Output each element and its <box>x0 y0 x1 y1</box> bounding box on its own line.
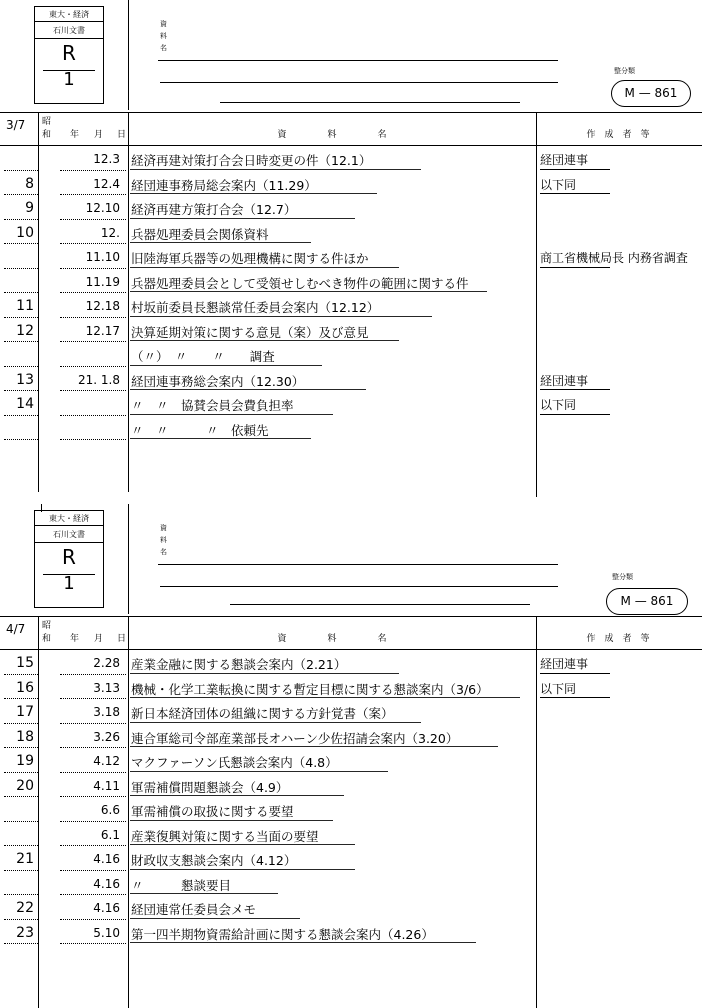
row-date: 6.1 <box>100 827 120 842</box>
table-row <box>0 147 702 172</box>
row-title: 旧陸海軍兵器等の処理機構に関する件ほか <box>131 251 369 266</box>
row-date: 11.10 <box>85 250 120 264</box>
table-row <box>0 417 702 442</box>
page-mark: 3/7 <box>6 118 26 132</box>
table-row <box>0 847 702 872</box>
row-date: 3.26 <box>93 729 120 744</box>
header-author: 作 成 者 等 <box>586 130 650 140</box>
row-title: 新日本経済団体の組織に関する方針覚書（案） <box>131 706 394 721</box>
row-title: 経団連事務局総会案内（11.29） <box>131 177 317 193</box>
row-number: 18 <box>16 728 34 745</box>
row-number: 15 <box>16 655 34 671</box>
table-row <box>0 368 702 393</box>
row-title: 経済再建方策打合会（12.7） <box>131 202 297 217</box>
row-date: 5.10 <box>93 925 120 940</box>
row-title: 財政収支懇談会案内（4.12） <box>131 853 297 868</box>
table-row <box>0 294 702 319</box>
row-date: 21. 1.8 <box>78 372 120 387</box>
label-r-text: R <box>62 41 76 65</box>
table-row <box>0 245 702 270</box>
row-title: 兵器処理委員会として受領せしむべき物件の範囲に関する件 <box>131 275 469 291</box>
row-author: 以下同 <box>540 398 577 412</box>
label-number-text: 1 <box>63 69 75 90</box>
header-wa: 和 <box>42 634 52 644</box>
table-row <box>0 270 702 295</box>
row-date: 3.18 <box>93 705 120 719</box>
table-row <box>0 896 702 921</box>
label-top-text: 東大・経済 <box>35 7 103 22</box>
row-number: 22 <box>16 900 34 916</box>
table-row <box>0 774 702 799</box>
table-row <box>0 172 702 197</box>
row-date: 12.17 <box>85 323 120 338</box>
row-title: 兵器処理委員会関係資料 <box>131 226 269 242</box>
table-row <box>0 392 702 417</box>
table-row <box>0 749 702 774</box>
row-title: 〃 〃 協賛会員会費負担率 <box>131 398 294 413</box>
row-date: 11.19 <box>85 274 120 289</box>
table-row <box>0 343 702 368</box>
row-date: 3.13 <box>93 680 120 695</box>
label-top-text: 東大・経済 <box>35 511 103 526</box>
row-date: 4.12 <box>93 754 120 768</box>
row-title: 村坂前委員長懇談常任委員会案内（12.12） <box>131 300 380 315</box>
row-number: 9 <box>25 200 34 216</box>
row-number: 11 <box>16 298 34 314</box>
table-row <box>0 872 702 897</box>
header-year: 年 <box>70 634 80 644</box>
row-date: 12. <box>100 225 120 240</box>
row-number: 17 <box>16 704 34 720</box>
row-date: 4.16 <box>93 876 120 891</box>
row-date: 4.16 <box>93 901 120 915</box>
row-title: 経団連事務総会案内（12.30） <box>131 373 305 389</box>
label-mid-text: 石川文書 <box>35 22 103 39</box>
row-author: 経団連事 <box>540 153 589 167</box>
row-title: 〃 懇談要目 <box>131 877 232 893</box>
table-row <box>0 319 702 344</box>
row-title: 第一四半期物資需給計画に関する懇談会案内（4.26） <box>131 926 434 942</box>
row-number: 8 <box>25 175 34 192</box>
row-number: 10 <box>16 224 34 241</box>
row-date: 4.11 <box>93 778 120 793</box>
header-wa: 和 <box>42 130 52 140</box>
row-date: 12.4 <box>93 176 120 191</box>
row-date: 2.28 <box>93 656 120 670</box>
row-title: 機械・化学工業転換に関する暫定目標に関する懇談案内（3/6） <box>131 681 489 697</box>
row-author: 商工省機械局長 内務省調査 <box>540 251 688 265</box>
row-title: 軍需補償の取扱に関する要望 <box>131 804 294 819</box>
row-date: 6.6 <box>100 803 120 817</box>
row-date: 12.10 <box>85 201 120 215</box>
header-day: 日 <box>117 130 127 140</box>
archive-label-box <box>34 6 104 104</box>
page-mark: 4/7 <box>6 622 26 636</box>
table-row <box>0 676 702 701</box>
header-title: 資 料 名 <box>277 130 403 140</box>
row-author: 以下同 <box>540 681 577 696</box>
table-row <box>0 823 702 848</box>
row-number: 16 <box>16 679 34 696</box>
row-title: 〃 〃 〃 依頼先 <box>131 422 269 438</box>
classification-code: M — 861 <box>606 588 688 615</box>
label-r-text: R <box>62 545 76 569</box>
row-title: 経団連常任委員会メモ <box>131 902 257 917</box>
classification-code: M — 861 <box>611 80 691 107</box>
label-mid-text: 石川文書 <box>35 526 103 543</box>
header-month: 月 <box>94 634 104 644</box>
table-row <box>0 725 702 750</box>
row-title: 連合軍総司令部産業部長オハーン少佐招請会案内（3.20） <box>131 730 459 746</box>
row-number: 19 <box>16 753 34 769</box>
header-title: 資 料 名 <box>277 634 403 644</box>
row-title: 決算延期対策に関する意見（案）及び意見 <box>131 324 369 340</box>
table-row <box>0 221 702 246</box>
row-title: 経済再建対策打合会日時変更の件（12.1） <box>131 153 372 168</box>
row-date: 12.18 <box>85 299 120 313</box>
header-day: 日 <box>117 634 127 644</box>
table-row <box>0 700 702 725</box>
row-date: 4.16 <box>93 852 120 866</box>
row-number: 23 <box>16 924 34 941</box>
catalog-sheet-2 <box>0 504 702 1008</box>
label-number-text: 1 <box>63 573 75 594</box>
row-title: マクファーソン氏懇談会案内（4.8） <box>131 755 338 770</box>
row-date: 12.3 <box>93 152 120 166</box>
classification-caption: 整分類 <box>614 67 635 75</box>
row-title: 産業復興対策に関する当面の要望 <box>131 828 319 844</box>
row-title: 産業金融に関する懇談会案内（2.21） <box>131 657 347 672</box>
archive-label-box <box>34 510 104 608</box>
header-month: 月 <box>94 130 104 140</box>
classification-caption: 整分類 <box>612 573 633 581</box>
table-row <box>0 196 702 221</box>
row-number: 12 <box>16 322 34 339</box>
table-row <box>0 798 702 823</box>
header-sho: 昭 <box>42 117 52 127</box>
row-title: 軍需補償問題懇談会（4.9） <box>131 779 289 795</box>
row-author: 経団連事 <box>540 373 589 388</box>
table-row <box>0 921 702 946</box>
row-number: 21 <box>16 851 34 867</box>
row-author: 以下同 <box>540 177 577 192</box>
row-number: 20 <box>16 777 34 794</box>
row-title: （〃） 〃 〃 調査 <box>131 349 275 364</box>
shiryo-mei-caption: 資 料 名 <box>160 524 167 556</box>
header-sho: 昭 <box>42 621 52 631</box>
row-number: 13 <box>16 371 34 388</box>
row-number: 14 <box>16 396 34 412</box>
table-row <box>0 651 702 676</box>
shiryo-mei-caption: 資 料 名 <box>160 20 167 52</box>
header-author: 作 成 者 等 <box>586 634 650 644</box>
row-author: 経団連事 <box>540 657 589 671</box>
header-year: 年 <box>70 130 80 140</box>
